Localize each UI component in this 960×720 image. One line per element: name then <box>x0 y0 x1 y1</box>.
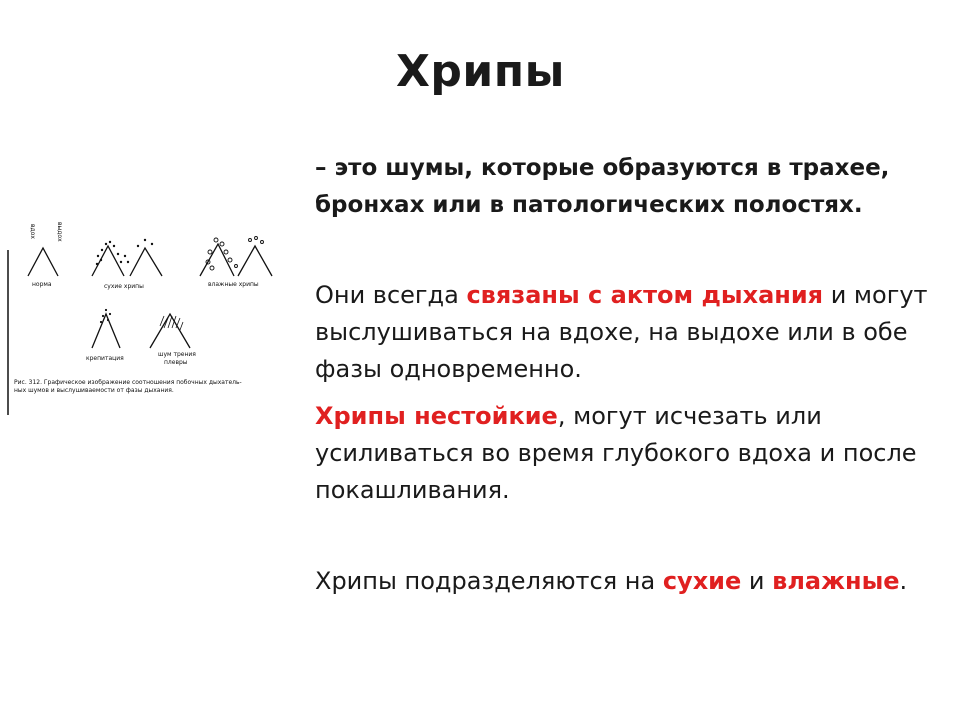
exhale-label: выдох <box>56 222 63 242</box>
definition-text: – это шумы, которые образуются в трахее, бронхах или в патологических полостях. <box>315 155 890 218</box>
wet-curve-1 <box>200 244 234 276</box>
dry-label: сухие хрипы <box>104 283 144 290</box>
inhale-label: вдох <box>29 224 36 239</box>
p3-after: , могут исчезать или усиливаться во время глубокого вдоха и после покашливания. <box>315 402 917 504</box>
wet-label: влажные хрипы <box>208 281 259 288</box>
p3-highlight: Хрипы нестойкие <box>315 402 558 430</box>
breath-sounds-figure <box>0 210 300 425</box>
p4-end: . <box>899 567 908 595</box>
crepitation-label: крепитация <box>86 355 124 362</box>
p2-after: и могут выслушиваться на вдохе, на выдохе или в обе фазы одновременно. <box>315 281 928 383</box>
figure-caption-line2: ных шумов и выслушиваемости от фазы дыхания. <box>14 387 174 394</box>
friction-curve <box>150 314 190 348</box>
dry-curve-2 <box>130 248 162 276</box>
p2-before: Они всегда <box>315 281 467 309</box>
friction-label-2: плевры <box>164 359 188 366</box>
p2-highlight: связаны с актом дыхания <box>466 281 824 309</box>
paragraph-respiration <box>315 277 945 388</box>
p4-and: и <box>741 567 773 595</box>
wet-curve-2 <box>238 246 272 276</box>
wet-rale-marks <box>206 237 264 271</box>
figure-caption-line1: Рис. 312. Графическое изображение соотношения побочных дыхатель- <box>14 379 242 386</box>
norm-label: норма <box>32 281 52 288</box>
paragraph-unstable <box>315 398 950 509</box>
dry-rales-term: сухие <box>662 567 742 595</box>
p4-before: Хрипы подразделяются на <box>315 567 663 595</box>
crepitation-curve <box>92 314 120 348</box>
paragraph-classification <box>315 563 945 600</box>
slide-title: Хрипы <box>396 46 565 97</box>
dry-curve-1 <box>92 246 124 276</box>
wet-rales-term: влажные <box>772 567 900 595</box>
norm-curve <box>28 248 58 276</box>
friction-marks <box>160 316 183 330</box>
friction-label-1: шум трения <box>158 351 196 358</box>
